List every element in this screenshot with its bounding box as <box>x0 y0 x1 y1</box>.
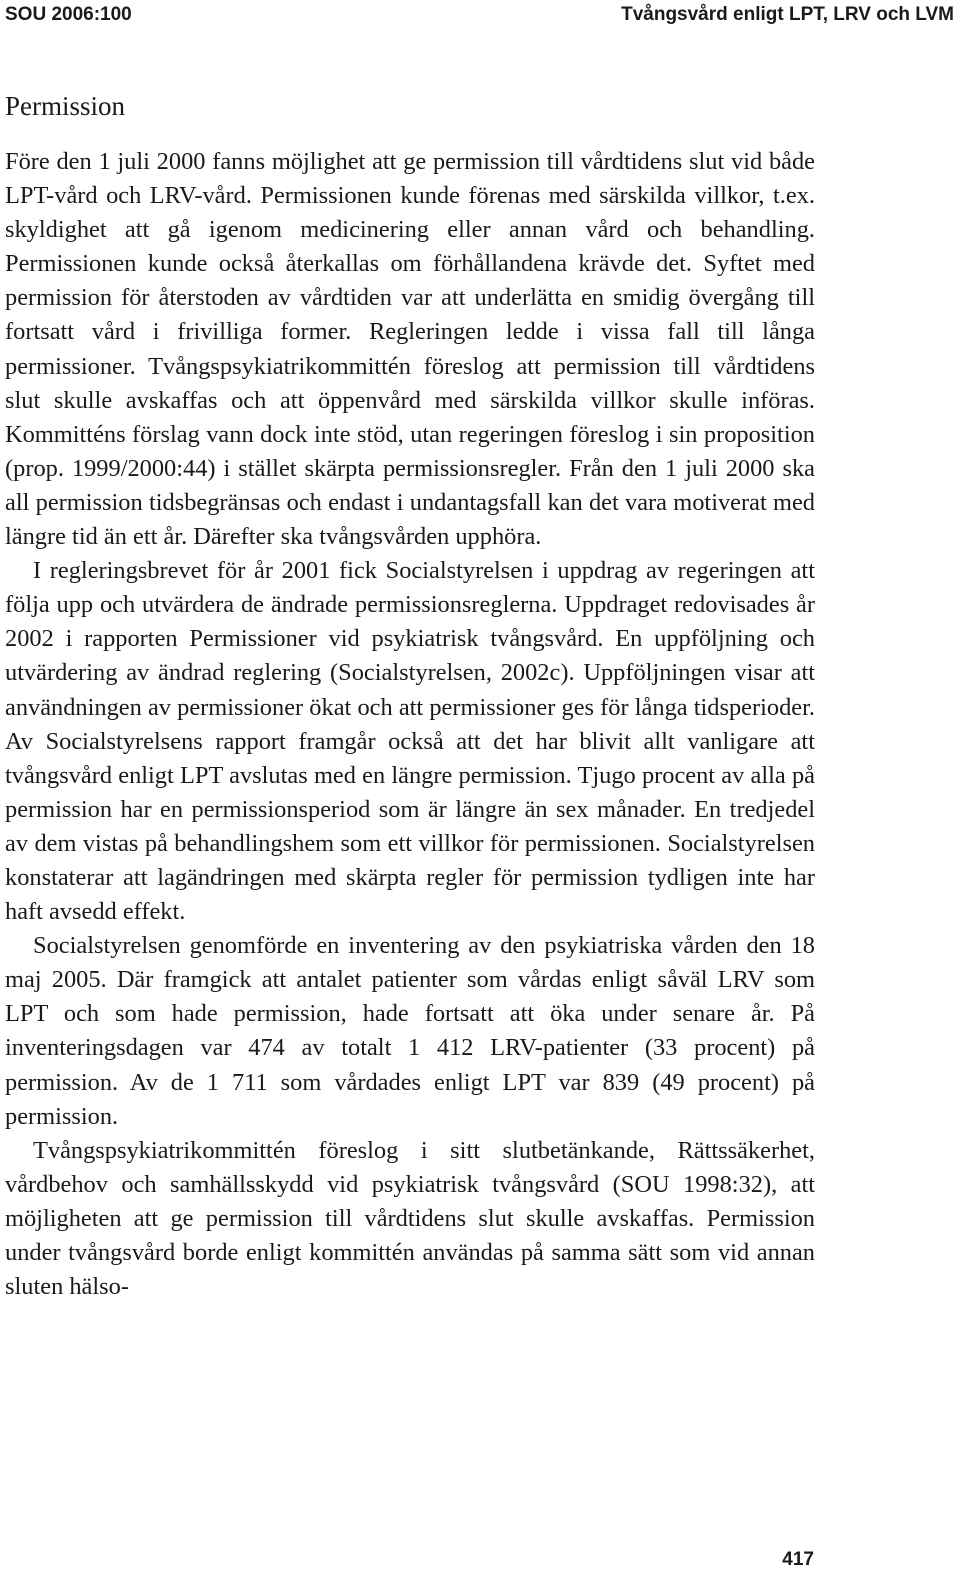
paragraph-4: Tvångspsykiatrikommittén föreslog i sitt slutbetänkande, Rättssäkerhet, vårdbehov och samhällsskydd vid psykiatrisk tvångsvård (SOU 1998:32), att möjligheten att ge permission till vårdtidens slut skulle avskaffas. Permission under tvångsvård borde enligt kommittén användas på samma sätt som vid annan sluten hälso- <box>5 1136 815 1301</box>
page-number: 417 <box>782 1549 814 1570</box>
header-chapter-title: Tvångsvård enligt LPT, LRV och LVM <box>621 4 954 25</box>
body-text <box>5 145 815 1304</box>
paragraph-1: Före den 1 juli 2000 fanns möjlighet att ge permission till vårdtidens slut vid både LPT-vård och LRV-vård. Permissionen kunde förenas med särskilda villkor, t.ex. skyldighet att gå igenom medicinering eller annan vård och behandling. Permissionen kunde också återkallas om förhållandena krävde det. Syftet med permission för återstoden av vårdtiden var att underlätta en smidig övergång till fortsatt vård i frivilliga former. Regleringen ledde i vissa fall till långa permissioner. Tvångspsykiatrikommittén föreslog att permission till vårdtidens slut skulle avskaffas och att öppenvård med särskilda villkor skulle införas. Kommitténs förslag vann dock inte stöd, utan regeringen föreslog i sin proposition (prop. 1999/2000:44) i stället skärpta permissionsregler. Från den 1 juli 2000 ska all permission tidsbegränsas och endast i undantagsfall kan det vara motiverat med längre tid än ett år. Därefter ska tvångsvården upphöra. <box>5 148 815 551</box>
section-title: Permission <box>5 91 126 121</box>
paragraph-3: Socialstyrelsen genomförde en inventering av den psykiatriska vården den 18 maj 2005. Där framgick att antalet patienter som vårdas enligt såväl LRV som LPT och som hade permission, hade fortsatt att öka under senare år. På inventeringsdagen var 474 av totalt 1 412 LRV-patienter (33 procent) på permission. Av de 1 711 som vårdades enligt LPT var 839 (49 procent) på permission. <box>5 932 815 1130</box>
paragraph-2: I regleringsbrevet för år 2001 fick Socialstyrelsen i uppdrag av regeringen att följa upp och utvärdera de ändrade permissionsreglerna. Uppdraget redovisades år 2002 i rapporten Permissioner vid psykiatrisk tvångsvård. En uppföljning och utvärdering av ändrad reglering (Socialstyrelsen, 2002c). Uppföljningen visar att användningen av permissioner ökat och att permissioner ges för långa tidsperioder. Av Socialstyrelsens rapport framgår också att det har blivit allt vanligare att tvångsvård enligt LPT avslutas med en längre permission. Tjugo procent av alla på permission har en permissionsperiod som är längre än sex månader. En tredjedel av dem vistas på behandlingshem som ett villkor för permissionen. Socialstyrelsen konstaterar att lagändringen med skärpta regler för permission tydligen inte har haft avsedd effekt. <box>5 557 815 926</box>
running-header <box>5 4 954 26</box>
header-document-id: SOU 2006:100 <box>5 4 132 25</box>
